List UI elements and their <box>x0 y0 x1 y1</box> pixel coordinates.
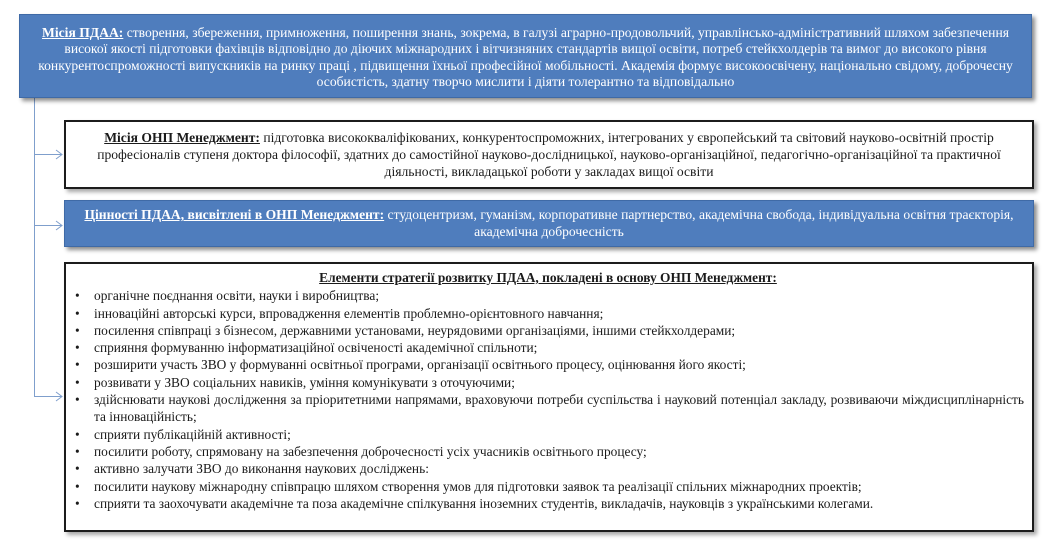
strategy-title: Елементи стратегії розвитку ПДАА, покладені в основу ОНП Менеджмент: <box>319 270 777 285</box>
strategy-item: • посилити роботу, спрямовану на забезпечення доброчесності усіх учасників освітнього процесу; <box>72 443 1024 460</box>
strategy-item: • сприяти публікаційній активності; <box>72 426 1024 443</box>
strategy-item: • органічне поєднання освіти, науки і виробництва; <box>72 287 1024 304</box>
academy-mission-box <box>19 14 1032 98</box>
strategy-item: • посилення співпраці з бізнесом, державними установами, неурядовими організаціями, іншими стейкхолдерами; <box>72 322 1024 339</box>
strategy-item: • сприяння формуванню інформатизаційної освіченості академічної спільноти; <box>72 339 1024 356</box>
strategy-item: • посилити наукову міжнародну співпрацю шляхом створення умов для підготовки заявок та реалізації спільних міжнародних проектів; <box>72 478 1024 495</box>
strategy-item: • розвивати у ЗВО соціальних навиків, уміння комунікувати з оточуючими; <box>72 374 1024 391</box>
values-label: Цінності ПДАА, висвітлені в ОНП Менеджмент: <box>84 207 385 222</box>
program-mission-text: підготовка висококваліфікованих, конкурентоспроможних, інтегрованих у європейський та світовий науково-освітній простір професіоналів ступеня доктора філософії, здатних до самостійної науково-дослідницької, науково-організаційної, педагогічно-організаційної та практичної діяльності, викладацької роботи у закладах вищої освіти <box>97 130 1001 179</box>
strategy-item: • інноваційні авторські курси, впровадження елементів проблемно-орієнтовного навчання; <box>72 305 1024 322</box>
program-mission-label: Місія ОНП Менеджмент: <box>104 130 260 145</box>
strategy-item: • активно залучати ЗВО до виконання наукових досліджень: <box>72 460 1024 477</box>
values-text: студоцентризм, гуманізм, корпоративне партнерство, академічна свобода, індивідуальна освітня траєкторія, академічна доброчесність <box>384 207 1014 239</box>
strategy-list <box>72 287 1024 512</box>
academy-mission-text: створення, збереження, примноження, поширення знань, зокрема, в галузі аграрно-продовольчий, управлінсько-адміністративний шляхом забезпечення високої якості підготовки фахівців відповідно до діючих міжнародних і вітчизняних стандартів вищої освіти, потреб стейкхолдерів та вимог до високого рівня конкурентоспроможності випускників на ринку праці , підвищення їхньої професійної мобільності. Академія формує високоосвічену, національно свідому, доброчесну особистість, здатну творчо мислити і діяти толерантно та відповідально <box>38 25 1013 90</box>
academy-mission-label: Місія ПДАА: <box>42 25 124 40</box>
strategy-item: • здійснювати наукові дослідження за пріоритетними напрямами, враховуючи потреби суспільства і науковий потенціал закладу, розвиваючи міждисциплінарність та інноваційність; <box>72 391 1024 426</box>
strategy-box <box>64 262 1034 532</box>
strategy-item: • сприяти та заохочувати академічне та поза академічне спілкування іноземних студентів, викладачів, науковців з українськими колегами. <box>72 495 1024 512</box>
program-mission-box <box>64 120 1034 189</box>
strategy-item: • розширити участь ЗВО у формуванні освітньої програми, організації освітнього процесу, оцінювання його якості; <box>72 356 1024 373</box>
values-box <box>64 200 1034 247</box>
